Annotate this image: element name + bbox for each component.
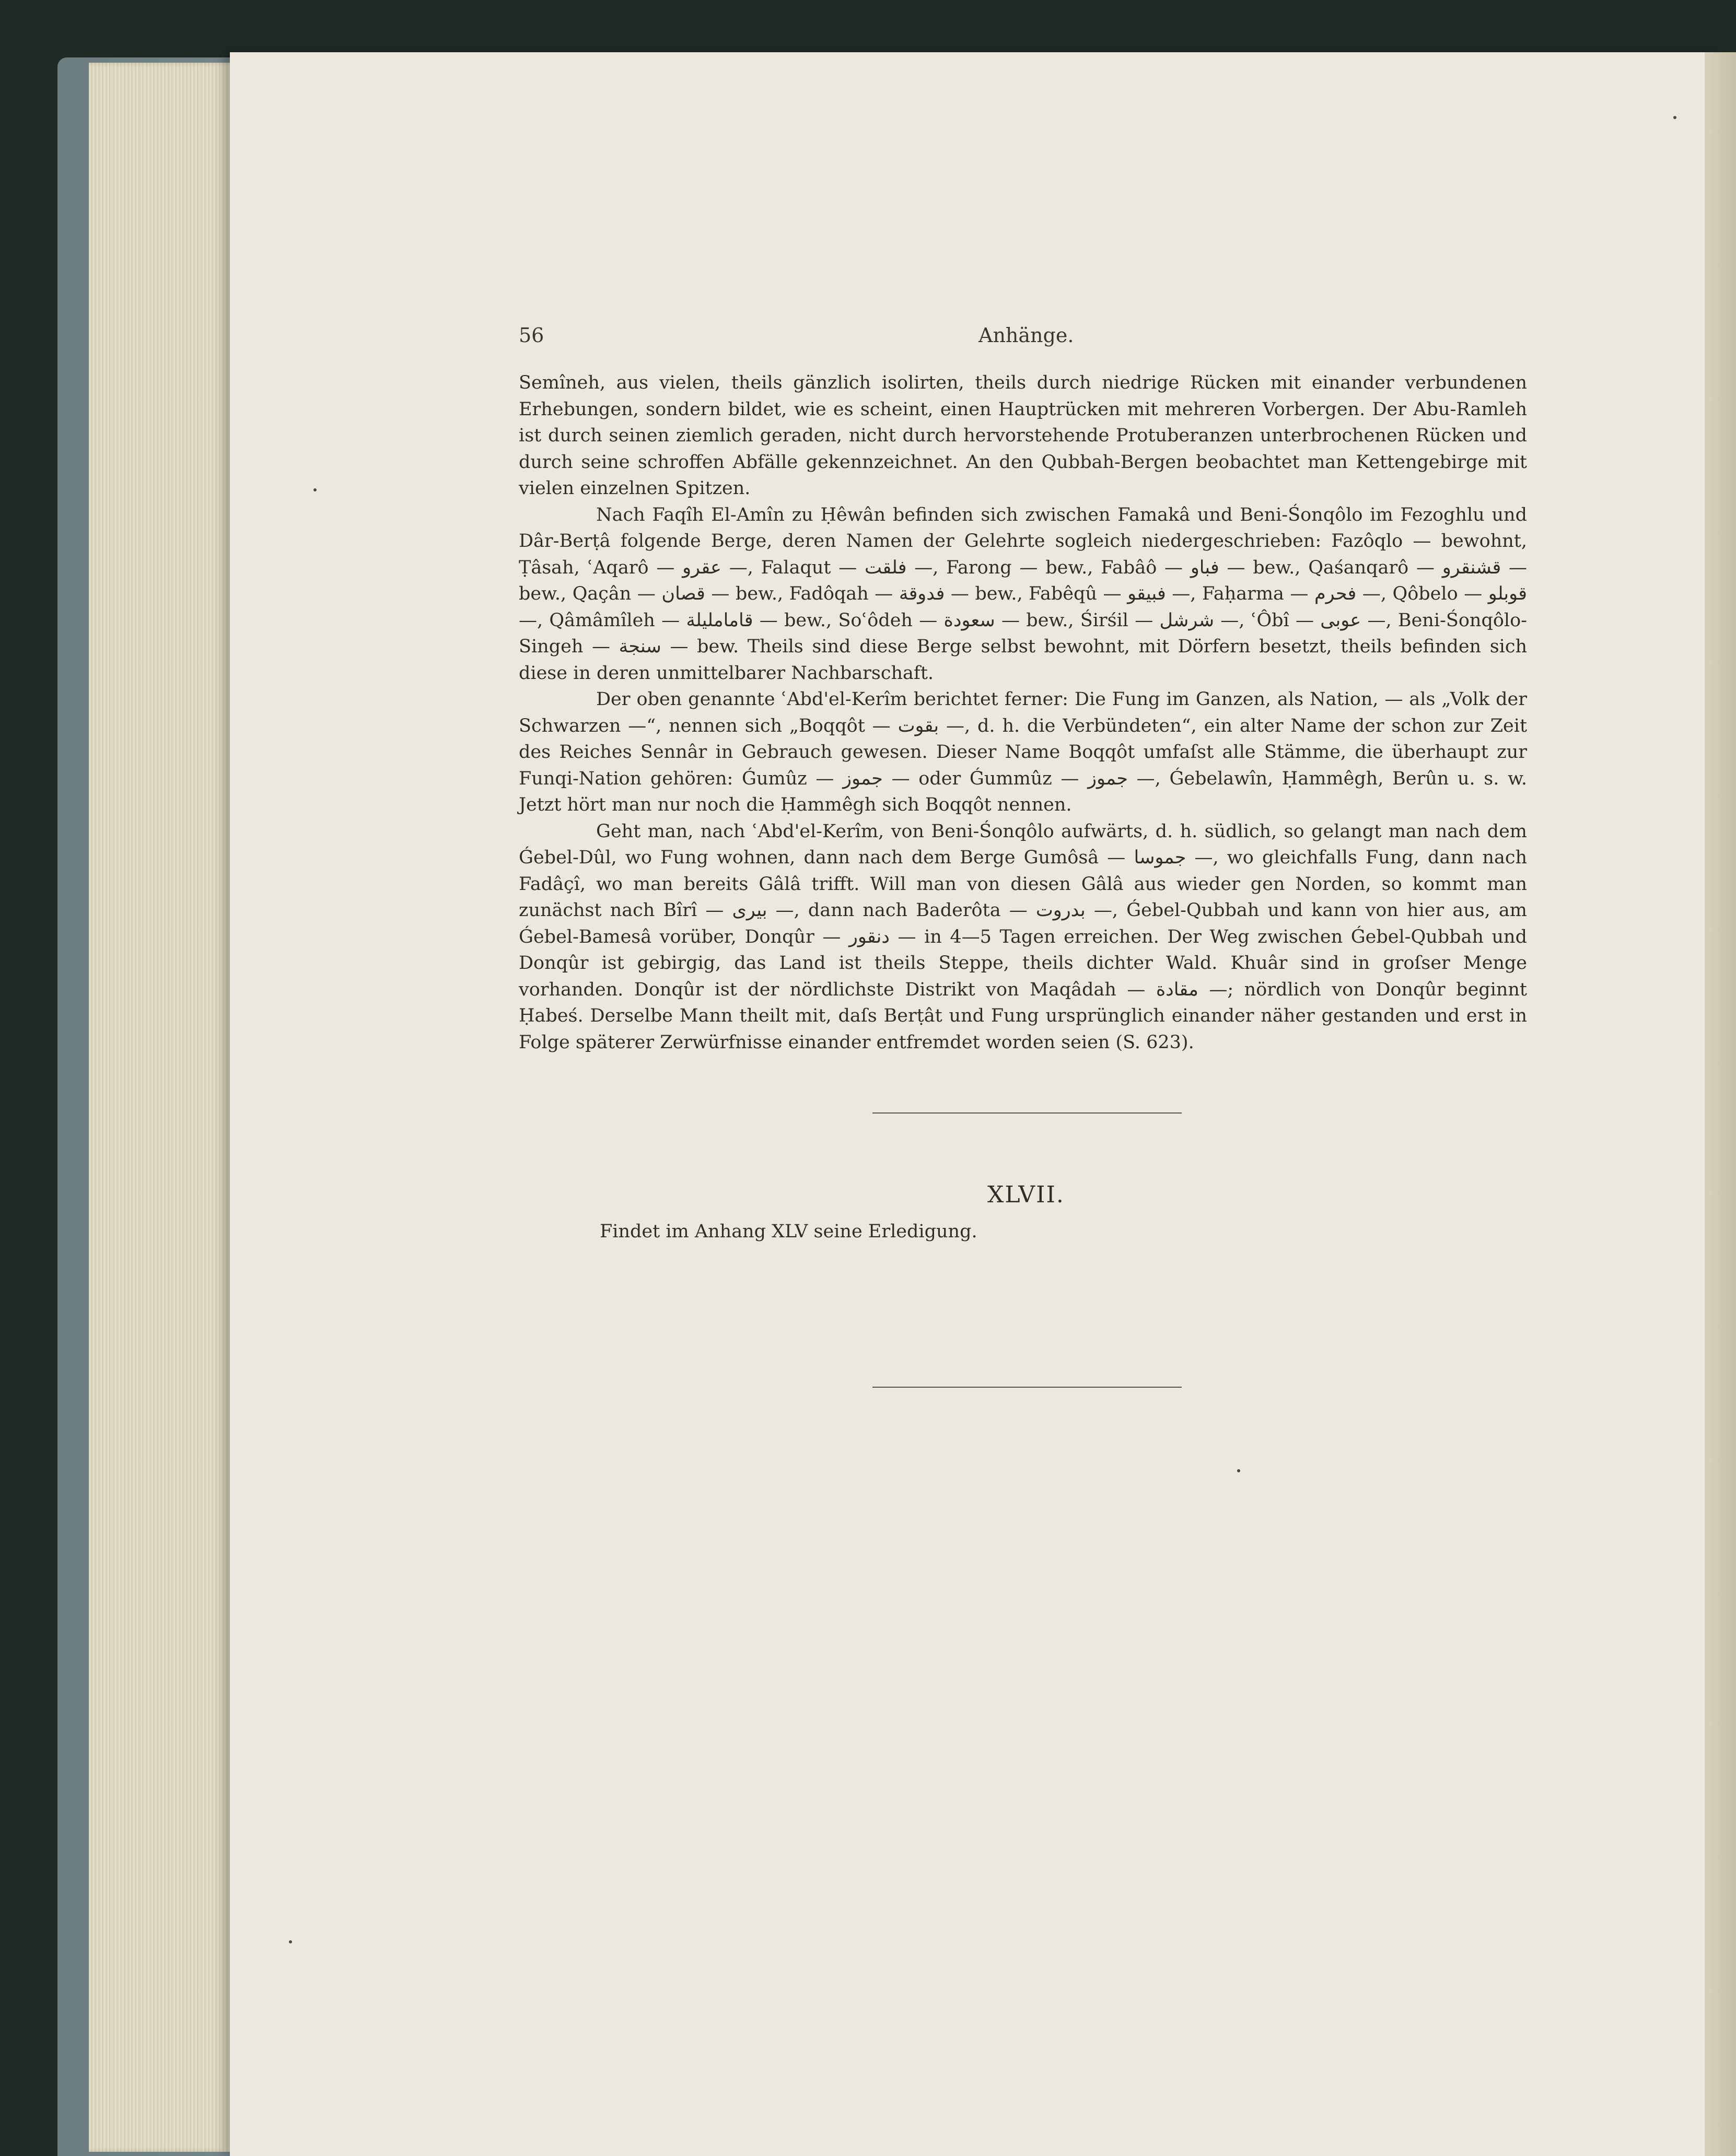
paragraph-1: Semîneh, aus vielen, theils gänzlich isolirten, theils durch niedrige Rücken mit einander verbundenen Erhebungen, sondern bildet, wie es scheint, einen Hauptrücken mit mehreren Vorbergen. Der Abu-Ramleh ist durch seinen ziemlich geraden, nicht durch hervorstehende Protuberanzen unterbrochenen Rücken und durch seine schroffen Abfälle gekennzeichnet. An den Qubbah-Bergen beobachtet man Kettengebirge mit vielen einzelnen Spitzen. <box>519 372 1527 499</box>
paragraph-2: Nach Faqîh El-Amîn zu Ḥêwân befinden sich zwischen Famakâ und Beni-Śonqôlo im Fezoghlu und Dâr-Berṭâ folgende Berge, deren Namen der Gelehrte sogleich niedergeschrieben: Fazôqlo — bewohnt, Ṭâsah, ʿAqarô — عقرو —, Falaqut — فلقت —, Farong — bew., Fabâô — فباو — bew., Qaśanqarô — قشنقرو — bew., Qaçân — قصان — bew., Fadôqah — فدوقة — bew., Fabêqû — فبيقو —, Faḥarma — فحرم —, Qôbelo — قوبلو —, Qâmâmîleh — قامامليلة — bew., Soʿôdeh — سعودة — bew., Śirśil — شرشل —, ʿÔbî — عوبى —, Beni-Śonqôlo-Singeh — سنجة — bew. Theils sind diese Berge selbst bewohnt, mit Dörfern besetzt, theils befinden sich diese in deren unmittelbarer Nachbarschaft. <box>519 504 1528 684</box>
page-header-title: Anhänge. <box>978 324 1074 347</box>
section-number: XLVII. <box>987 1181 1065 1208</box>
book-page <box>230 52 1724 2156</box>
right-page-edge <box>1705 52 1736 2156</box>
section-text: Findet im Anhang XLV seine Erledigung. <box>600 1221 977 1242</box>
paragraph-3: Der oben genannte ʿAbd'el-Kerîm berichtet ferner: Die Fung im Ganzen, als Nation, — als „Volk der Schwarzen —“, nennen sich „Boqqôt — بقوت —, d. h. die Verbündeten“, ein alter Name der schon zur Zeit des Reiches Sennâr in Gebrauch gewesen. Dieser Name Boqqôt umfaſst alle Stämme, die überhaupt zur Funqi-Nation gehören: Ǵumûz — جموز — oder Ǵummûz — جموز —, Ǵebelawîn, Ḥammêgh, Berûn u. s. w. Jetzt hört man nur noch die Ḥammêgh sich Boqqôt nennen. <box>519 689 1528 815</box>
page-number: 56 <box>519 324 544 347</box>
divider-rule <box>872 1112 1182 1114</box>
page-edges <box>89 63 240 2152</box>
ink-speck <box>289 1940 292 1943</box>
ink-speck <box>313 488 317 491</box>
ink-speck <box>1673 116 1676 119</box>
divider-rule <box>872 1387 1182 1388</box>
running-head <box>519 324 1109 355</box>
body-text <box>519 370 1527 1056</box>
paragraph-4: Geht man, nach ʿAbd'el-Kerîm, von Beni-Śonqôlo aufwärts, d. h. südlich, so gelangt man nach dem Ǵebel-Dûl, wo Fung wohnen, dann nach dem Berge Gumôsâ — جموسا —, wo gleichfalls Fung, dann nach Fadâçî, wo man bereits Gâlâ trifft. Will man von diesen Gâlâ aus wieder gen Norden, so kommt man zunächst nach Bîrî — بيرى —, dann nach Baderôta — بدروت —, Ǵebel-Qubbah und kann von hier aus, am Ǵebel-Bamesâ vorüber, Donqûr — دنقور — in 4—5 Tagen erreichen. Der Weg zwischen Ǵebel-Qubbah und Donqûr ist gebirgig, das Land ist theils Steppe, theils dichter Wald. Khuâr sind in groſser Menge vorhanden. Donqûr ist der nördlichste Distrikt von Maqâdah — مقادة —; nördlich von Donqûr beginnt Ḥabeś. Derselbe Mann theilt mit, daſs Berṭât und Fung ursprünglich einander näher gestanden und erst in Folge späterer Zerwürfnisse einander entfremdet worden seien (S. 623). <box>519 821 1527 1053</box>
ink-speck <box>1237 1469 1240 1472</box>
